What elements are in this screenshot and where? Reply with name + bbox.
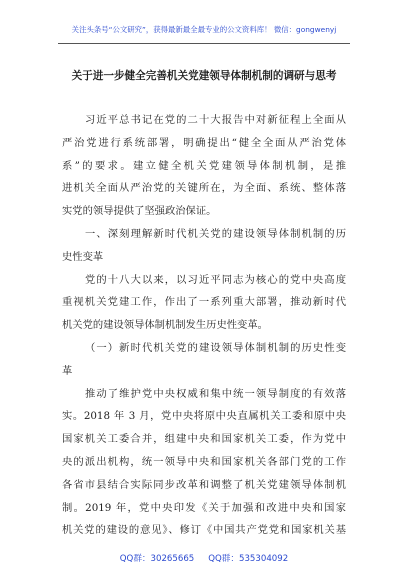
body-line: 推动了维护党中央权威和集中统一领导制度的有效落 [85, 387, 346, 400]
body-line: 习近平总书记在党的二十大报告中对新征程上全面从 [85, 114, 346, 126]
section-paragraph [62, 269, 346, 337]
subsection-paragraph [62, 383, 346, 543]
heading-line: 史性变革 [62, 250, 104, 263]
body-line: 严治党进行系统部署，明确提出“健全全面从严治党体 [62, 136, 346, 149]
heading-line: 革 [62, 364, 73, 377]
header-banner: 关注头条号“公文研究”，获得最新最全最专业的公文资料库！ 微信：gongwenyj [71, 25, 337, 34]
body-line: 制。2019 年，党中央印发《关于加强和改进中央和国家 [62, 501, 346, 514]
body-line: 机关党的建设领导体制机制发生历史性变革。 [62, 319, 268, 332]
body-line: 国家机关工委合并，组建中央和国家机关工委，作为党中 [62, 433, 346, 446]
header-divider [58, 43, 350, 44]
document-body [62, 109, 346, 542]
body-line: 党的十八大以来，以习近平同志为核心的党中央高度 [85, 273, 346, 286]
body-line: 央的派出机构，统一领导中央和国家机关各部门党的工作 [62, 455, 346, 468]
heading-line: 一、深刻理解新时代机关党的建设领导体制机制的历 [85, 227, 346, 240]
body-line: 系”的要求。建立健全机关党建领导体制机制，是推 [62, 159, 346, 172]
intro-paragraph [62, 109, 346, 223]
body-line: 重视机关党建工作，作出了一系列重大部署，推动新时代 [62, 296, 346, 309]
document-title: 关于进一步健全完善机关党建领导体制机制的调研与思考 [71, 70, 337, 82]
section-heading [62, 223, 346, 269]
body-line: 进机关全面从严治党的关键所在，为全面、系统、整体落 [62, 182, 346, 195]
subsection-heading [62, 337, 346, 383]
heading-line: （一）新时代机关党的建设领导体制机制的历史性变 [85, 341, 346, 354]
qq-group-2: QQ群：535304092 [208, 554, 289, 564]
body-line: 机关党的建设的意见》、修订《中国共产党党和国家机关基 [62, 524, 346, 537]
qq-group-1: QQ群：30265665 [119, 554, 195, 564]
body-line: 各省市县结合实际同步改革和调整了机关党建领导体制机 [62, 478, 346, 491]
page-footer [0, 552, 408, 566]
body-line: 实。2018 年 3 月，党中央将原中央直属机关工委和原中央 [62, 410, 346, 423]
body-line: 实党的领导提供了坚强政治保证。 [62, 205, 217, 218]
